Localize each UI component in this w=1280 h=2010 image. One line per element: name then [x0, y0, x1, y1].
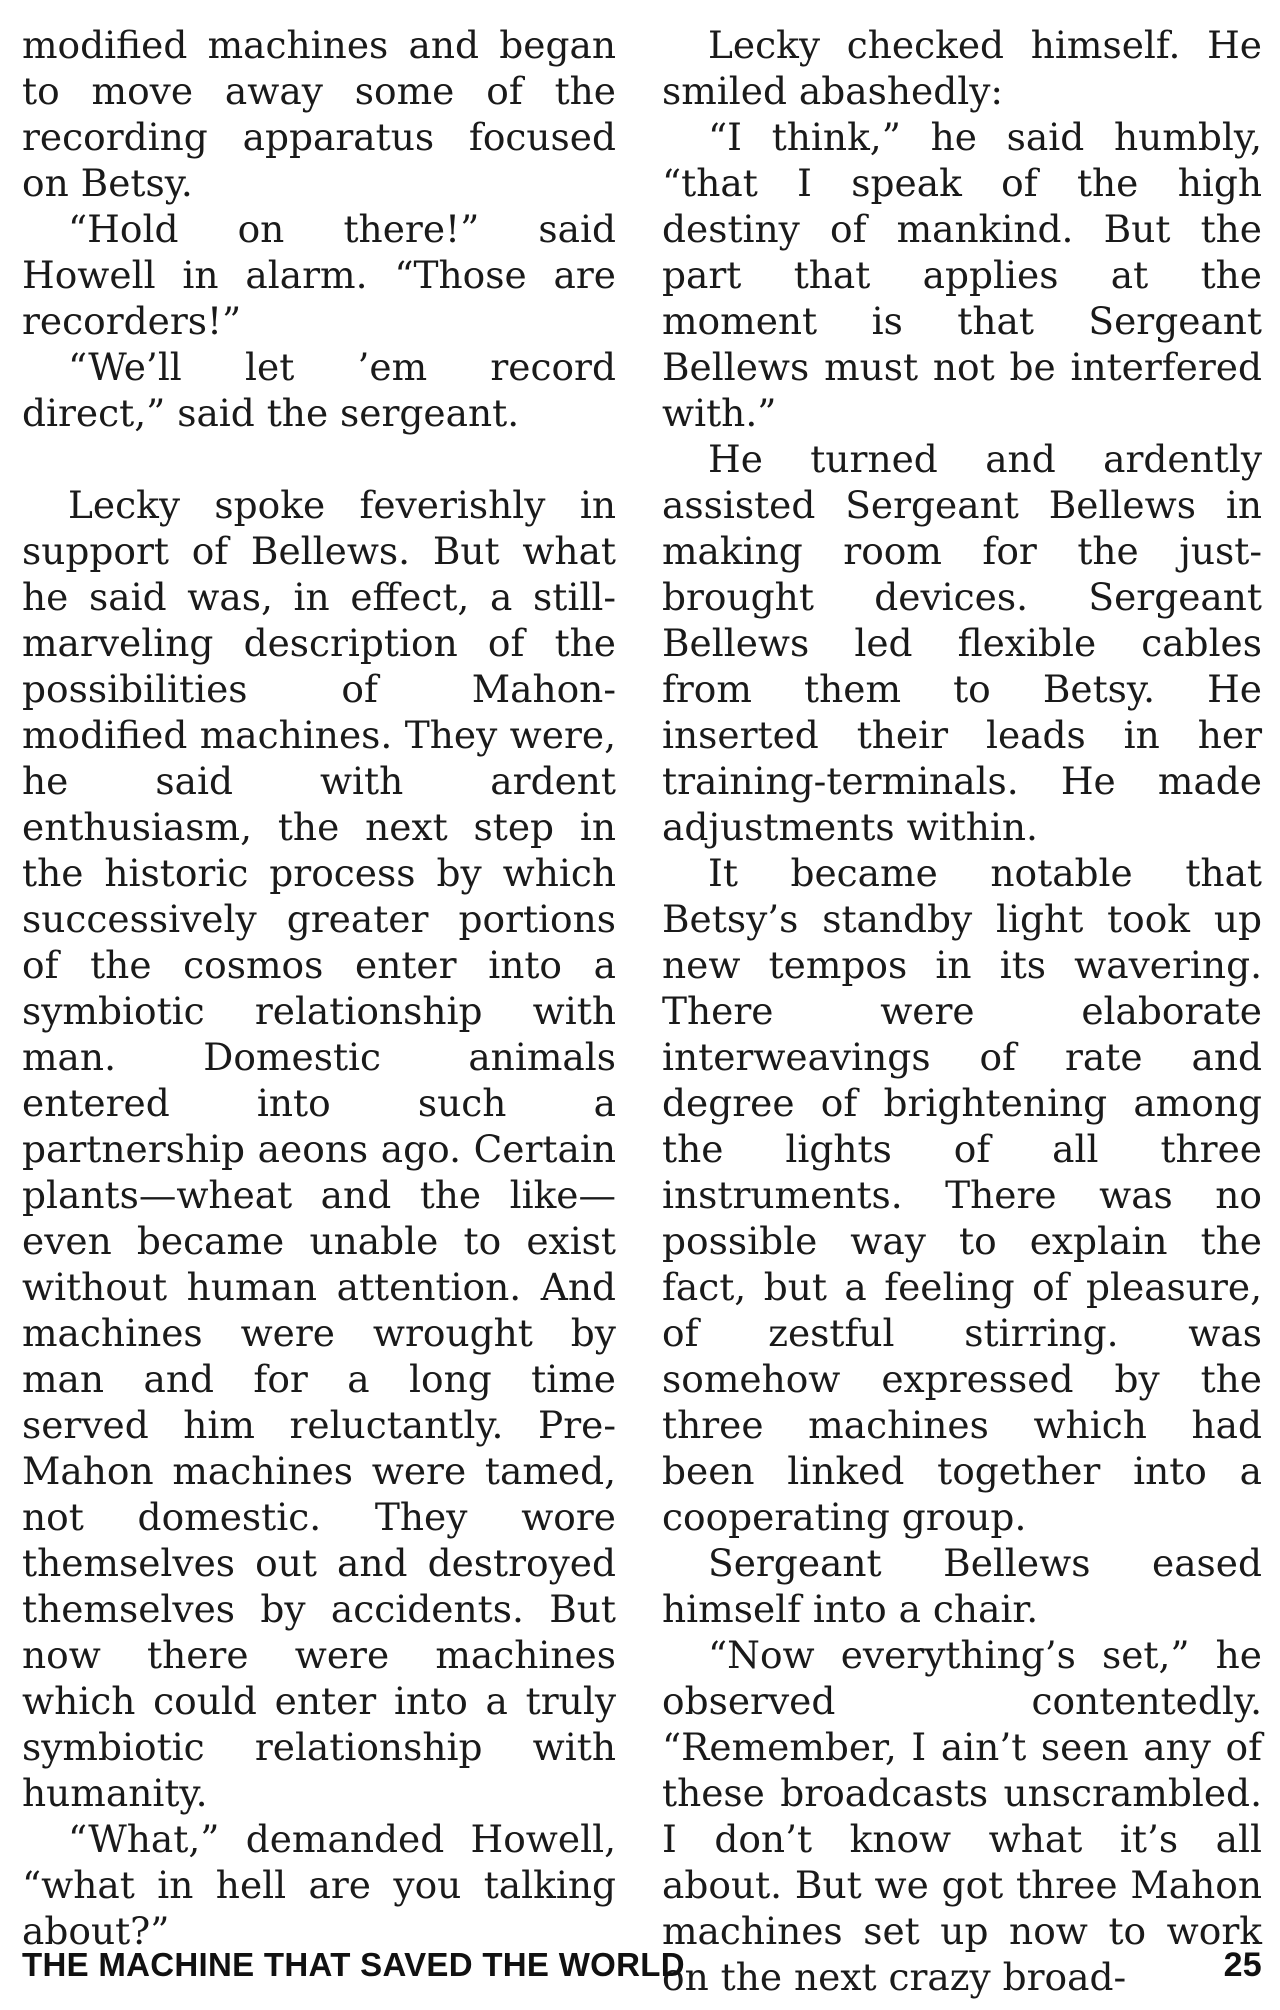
paragraph: “We’ll let ’em record direct,” said the sergeant.: [22, 345, 616, 435]
running-title: THE MACHINE THAT SAVED THE WORLD: [22, 1946, 685, 1983]
paragraph: Lecky spoke feverishly in support of Bellews. But what he said was, in effect, a still-marveling description of the possibilities of Mahon-modified machines. They were, he said with ardent enthusiasm, the next step in the historic process by which successively greater portions of the cosmos enter into a symbiotic relationship with man. Domestic animals entered into such a partnership aeons ago. Certain plants—wheat and the like—even became unable to exist without human attention. And machines were wrought by man and for a long time served him reluctantly. Pre-Mahon machines were tamed, not domestic. They wore themselves out and destroyed themselves by accidents. But now there were machines which could enter into a truly symbiotic relationship with humanity.: [22, 483, 616, 1815]
page-number: 25: [1223, 1945, 1262, 1984]
paragraph: He turned and ardently assisted Sergeant Bellews in making room for the just-brought devices. Sergeant Bellews led flexible cables from them to Betsy. He inserted their leads in her training-terminals. He made adjustments within.: [662, 437, 1262, 849]
paragraph: “I think,” he said humbly, “that I speak of the high destiny of mankind. But the part that applies at the moment is that Sergeant Bellews must not be interfered with.”: [662, 115, 1262, 435]
left-column: [22, 22, 616, 1954]
paragraph: “What,” demanded Howell, “what in hell are you talking about?”: [22, 1817, 616, 1953]
paragraph: Lecky checked himself. He smiled abashedly:: [662, 23, 1262, 113]
paragraph: “Now everything’s set,” he observed contentedly. “Remember, I ain’t seen any of these broadcasts unscrambled. I don’t know what it’s all about. But we got three Mahon machines set up now to work on the next crazy broad-: [662, 1633, 1262, 1999]
paragraph: “Hold on there!” said Howell in alarm. “Those are recorders!”: [22, 207, 616, 343]
right-column: [662, 22, 1262, 2000]
paragraph: It became notable that Betsy’s standby light took up new tempos in its wavering. There were elaborate interweavings of rate and degree of brightening among the lights of all three instruments. There was no possible way to explain the fact, but a feeling of pleasure, of zestful stirring. was somehow expressed by the three machines which had been linked together into a cooperating group.: [662, 851, 1262, 1539]
paragraph: modified machines and began to move away some of the recording apparatus focused on Betsy.: [22, 23, 616, 205]
paragraph: Sergeant Bellews eased himself into a chair.: [662, 1541, 1262, 1631]
page-footer: [22, 1940, 1262, 1990]
